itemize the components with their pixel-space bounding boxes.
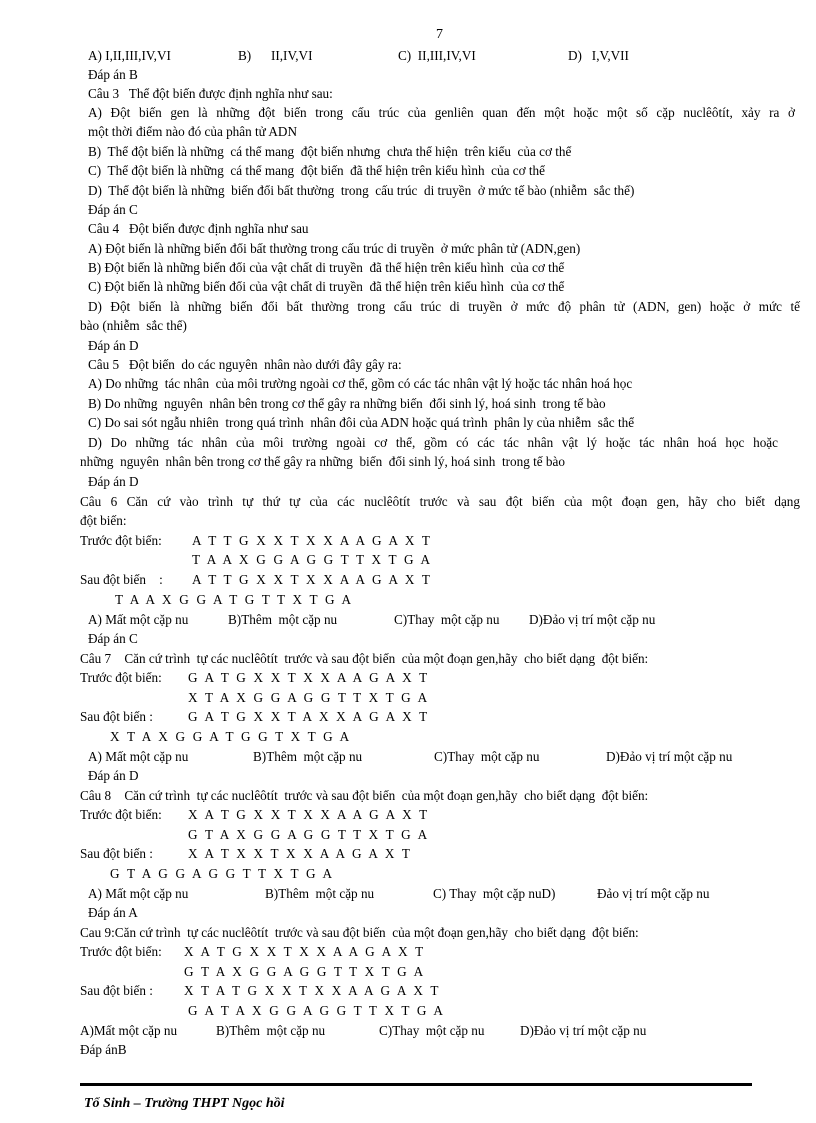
text-line: B) Đột biến là những biến đổi của vật chất di truyền đã thể hiện trên kiểu hình của cơ thể bbox=[88, 260, 565, 275]
dna-sequence: T A A X G G A T G T T X T G A bbox=[115, 592, 354, 607]
dna-sequence: X A T G X X T X X A A G A X T bbox=[184, 944, 426, 959]
question-heading: Câu 6 Căn cứ vào trình tự thứ tự của các nuclêôtít trước và sau đột biến của một đoạn gen, hãy cho biết dạng bbox=[80, 494, 800, 509]
dna-sequence: T A A X G G A G G T T X T G A bbox=[192, 552, 433, 567]
answer-option-b: B)Thêm một cặp nu bbox=[253, 749, 363, 764]
sequence-label: Trước đột biến: bbox=[80, 670, 162, 685]
page-number: 7 bbox=[436, 27, 443, 42]
dna-sequence: A T T G X X T X X A A G A X T bbox=[192, 533, 433, 548]
answer-key: Đáp ánB bbox=[80, 1042, 127, 1057]
text-line: B) Do những nguyên nhân bên trong cơ thể gây ra những biến đổi sinh lý, hoá sinh trong tế bào bbox=[88, 396, 606, 411]
dna-sequence: X T A X G G A T G G T X T G A bbox=[110, 729, 352, 744]
dna-sequence: X A T X X T X X A A G A X T bbox=[188, 846, 413, 861]
dna-sequence: G A T G X X T A X X A G A X T bbox=[188, 709, 430, 724]
answer-option-a: A) Mất một cặp nu bbox=[88, 886, 189, 901]
sequence-label: Trước đột biến: bbox=[80, 944, 162, 959]
answer-option-a: A) Mất một cặp nu bbox=[88, 749, 189, 764]
answer-option-d: D)Đảo vị trí một cặp nu bbox=[520, 1023, 647, 1038]
dna-sequence: X A T G X X T X X A A G A X T bbox=[188, 807, 430, 822]
text-line: D) Do những tác nhân của môi trường ngoài cơ thể, gồm có các tác nhân vật lý hoặc tác nhân hoá học hoặc bbox=[88, 435, 778, 450]
answer-key: Đáp án C bbox=[88, 631, 138, 646]
dna-sequence: X T A X G G A G G T T X T G A bbox=[188, 690, 430, 705]
text-line: C) Do sai sót ngẫu nhiên trong quá trình nhân đôi của ADN hoặc quá trình phân ly của nhiễm sắc thể bbox=[88, 415, 635, 430]
answer-option-c: C)Thay một cặp nu bbox=[379, 1023, 485, 1038]
sequence-label: Sau đột biến : bbox=[80, 983, 153, 998]
answer-option-d: Đảo vị trí một cặp nu bbox=[597, 886, 710, 901]
footer-divider bbox=[80, 1083, 752, 1086]
text-line: những nguyên nhân bên trong cơ thể gây ra những biến đổi sinh lý, hoá sinh trong tế bào bbox=[80, 454, 565, 469]
question-heading: Câu 5 Đột biến do các nguyên nhân nào dưới đây gây ra: bbox=[88, 357, 402, 372]
sequence-label: Sau đột biến : bbox=[80, 709, 153, 724]
answer-option-b: B)Thêm một cặp nu bbox=[265, 886, 375, 901]
sequence-label: Sau đột biến : bbox=[80, 572, 163, 587]
text-line: bào (nhiễm sắc thể) bbox=[80, 318, 187, 333]
dna-sequence: G T A X G G A G G T T X T G A bbox=[188, 827, 430, 842]
answer-option-b: B)Thêm một cặp nu bbox=[216, 1023, 326, 1038]
dna-sequence: G A T G X X T X X A A G A X T bbox=[188, 670, 430, 685]
answer-key: Đáp án D bbox=[88, 338, 139, 353]
text-line: A) Đột biến gen là những đột biến trong cấu trúc của genliên quan đến một hoặc một số cặp nuclêôtít, xảy ra ở bbox=[88, 105, 795, 120]
text-line: A) Do những tác nhân của môi trường ngoài cơ thể, gồm có các tác nhân vật lý hoặc tác nhân hoá học bbox=[88, 376, 633, 391]
sequence-label: Trước đột biến: bbox=[80, 533, 162, 548]
answer-option-d: D)Đảo vị trí một cặp nu bbox=[529, 612, 656, 627]
dna-sequence: G T A G G A G G T T X T G A bbox=[110, 866, 335, 881]
text-line: một thời điểm nào đó của phân tử ADN bbox=[88, 124, 297, 139]
answer-key: Đáp án D bbox=[88, 768, 139, 783]
text-line: D) Đột biến là những biến đổi bất thường trong cấu trúc di truyền ở mức độ phân tử (ADN, gen) hoặc ở mức tế bbox=[88, 299, 800, 314]
answer-key: Đáp án C bbox=[88, 202, 138, 217]
text-line: A) Đột biến là những biến đổi bất thường trong cấu trúc di truyền ở mức phân tử (ADN,gen) bbox=[88, 241, 581, 256]
answer-option-c: C) Thay một cặp nuD) bbox=[433, 886, 556, 901]
answer-key: Đáp án A bbox=[88, 905, 138, 920]
answer-option-a: A) I,II,III,IV,VI bbox=[88, 48, 171, 63]
text-line: C) Thể đột biến là những cá thể mang đột biến đã thể hiện trên kiểu hình của cơ thể bbox=[88, 163, 545, 178]
dna-sequence: A T T G X X T X X A A G A X T bbox=[192, 572, 433, 587]
question-heading: Cau 9:Căn cứ trình tự các nuclêôtít trước và sau đột biến của một đoạn gen,hãy cho biết dạng đột biến: bbox=[80, 925, 639, 940]
answer-option-d: D)Đảo vị trí một cặp nu bbox=[606, 749, 733, 764]
answer-option-b: B) II,IV,VI bbox=[238, 48, 313, 63]
sequence-label: Sau đột biến : bbox=[80, 846, 153, 861]
answer-option-a: A)Mất một cặp nu bbox=[80, 1023, 178, 1038]
question-heading: Câu 3 Thể đột biến được định nghĩa như sau: bbox=[88, 86, 333, 101]
text-line: C) Đột biến là những biến đổi của vật chất di truyền đã thể hiện trên kiểu hình của cơ thể bbox=[88, 279, 565, 294]
answer-key: Đáp án B bbox=[88, 67, 138, 82]
text-line: B) Thể đột biến là những cá thể mang đột biến nhưng chưa thể hiện trên kiểu của cơ thể bbox=[88, 144, 572, 159]
answer-option-b: B)Thêm một cặp nu bbox=[228, 612, 338, 627]
dna-sequence: G T A X G G A G G T T X T G A bbox=[184, 964, 426, 979]
answer-option-c: C)Thay một cặp nu bbox=[434, 749, 540, 764]
answer-option-a: A) Mất một cặp nu bbox=[88, 612, 189, 627]
sequence-label: Trước đột biến: bbox=[80, 807, 162, 822]
answer-option-c: C) II,III,IV,VI bbox=[398, 48, 476, 63]
question-heading: Câu 4 Đột biến được định nghĩa như sau bbox=[88, 221, 309, 236]
question-heading: Câu 8 Căn cứ trình tự các nuclêôtít trước và sau đột biến của một đoạn gen,hãy cho biết dạng đột biến: bbox=[80, 788, 649, 803]
answer-option-d: D) I,V,VII bbox=[568, 48, 629, 63]
dna-sequence: G A T A X G G A G G T T X T G A bbox=[188, 1003, 446, 1018]
text-line: đột biến: bbox=[80, 513, 127, 528]
answer-key: Đáp án D bbox=[88, 474, 139, 489]
text-line: D) Thể đột biến là những biến đổi bất thường trong cấu trúc di truyền ở mức tế bào (nhiễm sắc thể) bbox=[88, 183, 635, 198]
question-heading: Câu 7 Căn cứ trình tự các nuclêôtít trước và sau đột biến của một đoạn gen,hãy cho biết dạng đột biến: bbox=[80, 651, 649, 666]
answer-option-c: C)Thay một cặp nu bbox=[394, 612, 500, 627]
dna-sequence: X T A T G X X T X X A A G A X T bbox=[184, 983, 441, 998]
page-footer: Tổ Sinh – Trường THPT Ngọc hồi bbox=[84, 1096, 285, 1111]
